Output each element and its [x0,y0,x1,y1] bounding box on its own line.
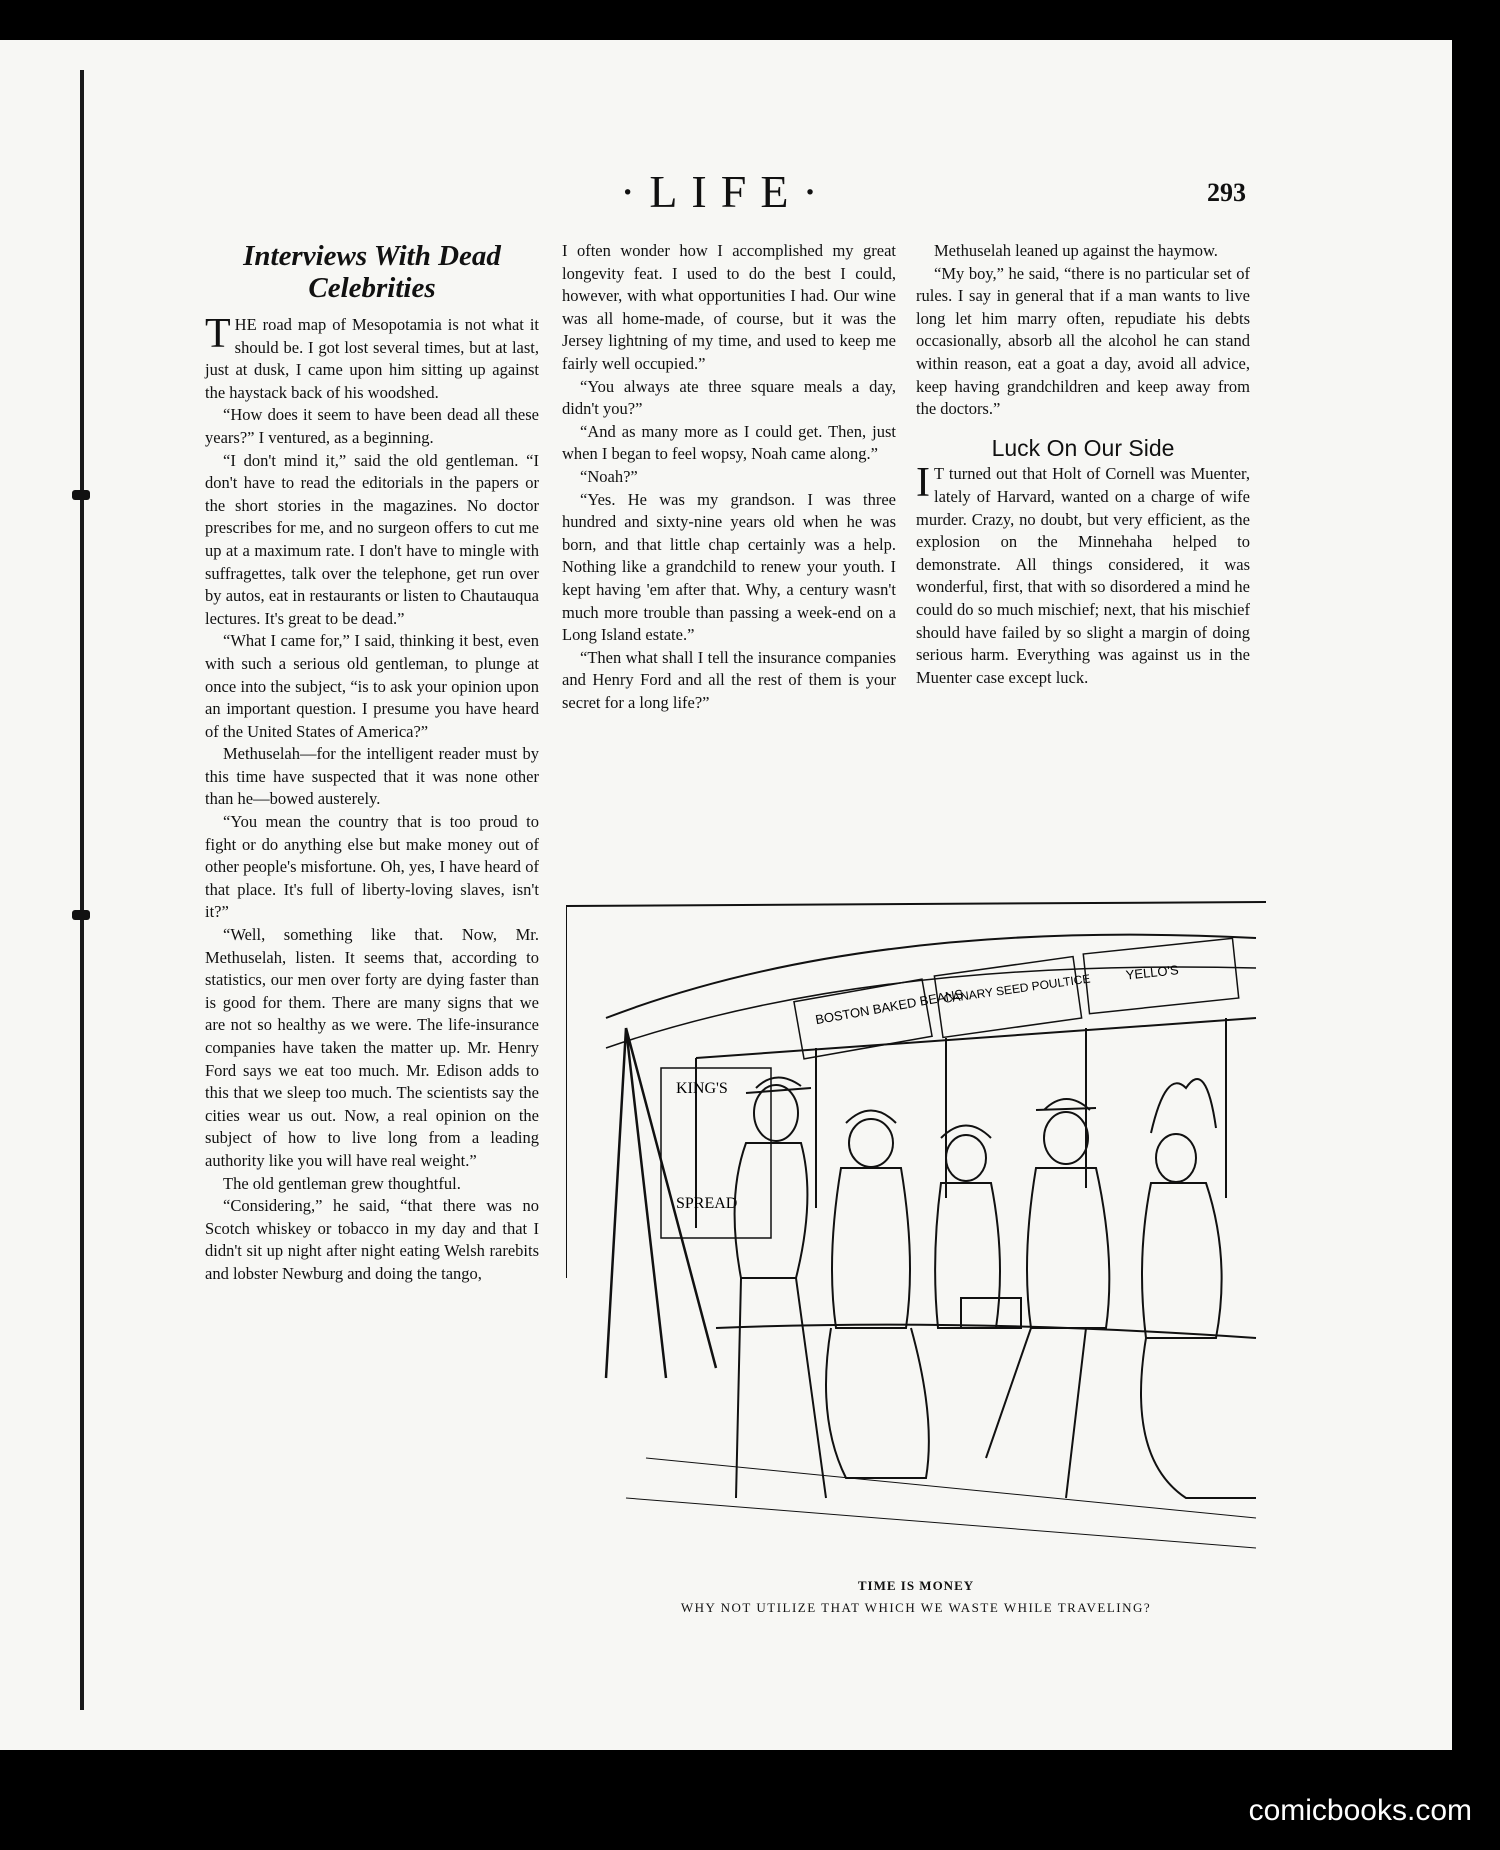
column-1 [205,240,539,1286]
cartoon-caption-subtitle: WHY NOT UTILIZE THAT WHICH WE WASTE WHILE TRAVELING? [680,1600,1152,1615]
article-paragraph: “I don't mind it,” said the old gentleman. “I don't have to read the editorials in the papers or the short stories in the magazines. No doctor prescribes for me, and no surgeon offers to cut me up at a maximum rate. I don't have to mingle with suffragettes, talk over the telephone, get run over by autos, eat in restaurants or listen to Chautauqua lectures. It's great to be dead.” [205,450,539,628]
column-3 [916,240,1250,689]
drop-cap: T [205,311,231,357]
article-paragraph: THE road map of Mesopotamia is not what it should be. I got lost several times, but at last, just at dusk, I came upon him sitting up against the haystack back of his woodshed. [205,311,539,402]
article-paragraph: “Yes. He was my grandson. I was three hundred and sixty-nine years old when he was born, and that little chap certainly was a help. Nothing like a grandchild to renew your youth. I kept having 'em after that. Why, a century wasn't much more trouble than passing a week-end on a Long Island estate.” [562,489,896,645]
advert-text: YELLO'S [1124,962,1180,983]
binding-line [80,70,84,1710]
article-paragraph: The old gentleman grew thoughtful. [223,1173,461,1193]
article-title: Interviews With Dead Celebrities [243,240,501,304]
article-paragraph: Methuselah leaned up against the haymow. [934,241,1218,260]
page-number: 293 [1207,178,1246,207]
binding-staple [72,490,90,500]
article-paragraph: “Then what shall I tell the insurance companies and Henry Ford and all the rest of them is your secret for a long life?” [562,647,896,712]
masthead: ·LIFE· [620,166,832,217]
drop-cap: I [916,460,930,507]
article-paragraph: I often wonder how I accomplished my great longevity feat. I used to do the best I could, however, with what opportunities I had. Our wine was all home-made, of course, but it was the Jersey lightning of my time, and used to keep me fairly well occupied.” [562,241,896,373]
article-paragraph: “You mean the country that is too proud to fight or do anything else but make money out of other people's misfortune. Oh, yes, I have heard of that place. It's full of liberty-loving slaves, isn't it?” [205,812,539,922]
article-paragraph: Methuselah—for the intelligent reader must by this time have suspected that it was none other than he—bowed austerely. [205,744,539,809]
magazine-page [0,40,1452,1750]
sign-text: SPREAD [676,1195,738,1212]
article-paragraph: “How does it seem to have been dead all these years?” I ventured, as a beginning. [205,405,539,447]
article-paragraph: I T turned out that Holt of Cornell was Muenter, lately of Harvard, wanted on a charge of wife murder. Crazy, no doubt, but very efficient, as the explosion on the Minnehaha helped to demonstrate. All things considered, it was wonderful, first, that with so disordered a mind he could do so much mischief; next, that his mischief should have failed by so slight a margin of doing serious harm. Everything was against us in the Muenter case except luck. [916,460,1250,687]
binding-staple [72,910,90,920]
sign-text: KING'S [676,1080,728,1097]
column-2 [562,240,896,714]
article-paragraph: “What I came for,” I said, thinking it best, even with such a serious old gentleman, to plunge at once into the subject, “is to ask your opinion upon an important question. I presume you have heard of the United States of America?” [205,631,539,741]
article-paragraph: “Noah?” [580,466,638,486]
cartoon-caption-title: TIME IS MONEY [857,1578,975,1593]
advert-text: CANARY SEED POULTICE [942,971,1092,1006]
article-title: Luck On Our Side [991,434,1175,461]
article-paragraph: “My boy,” he said, “there is no particular set of rules. I say in general that if a man wants to live long let him marry often, repudiate his debts occasionally, absorb all the alcohol he can stand within reason, eat a goat a day, avoid all advice, keep having grandchildren and keep away from the doctors.” [916,263,1250,419]
advert-text: BOSTON BAKED BEANS [814,986,965,1028]
article-paragraph: “Well, something like that. Now, Mr. Methuselah, listen. It seems that, according to statistics, our men over forty are dying faster than is good for them. There are many signs that we are not so healthy as we were. The life-insurance companies have taken the matter up. Mr. Henry Ford says we eat too much. Mr. Edison adds to this that we sleep too much. The scientists say the cities wear us out. Now, a real opinion on the subject of how to live long from a leading authority like you will have real weight.” [205,925,539,1170]
article-paragraph: “And as many more as I could get. Then, just when I began to feel wopsy, Noah came along.” [562,421,896,464]
watermark: comicbooks.com [1248,1794,1472,1827]
cartoon-illustration [566,898,1266,1570]
article-paragraph: “You always ate three square meals a day, didn't you?” [562,376,896,419]
article-paragraph: “Considering,” he said, “that there was no Scotch whiskey or tobacco in my day and that I didn't sit up night after night eating Welsh rarebits and lobster Newburg and doing the tango, [205,1196,539,1283]
